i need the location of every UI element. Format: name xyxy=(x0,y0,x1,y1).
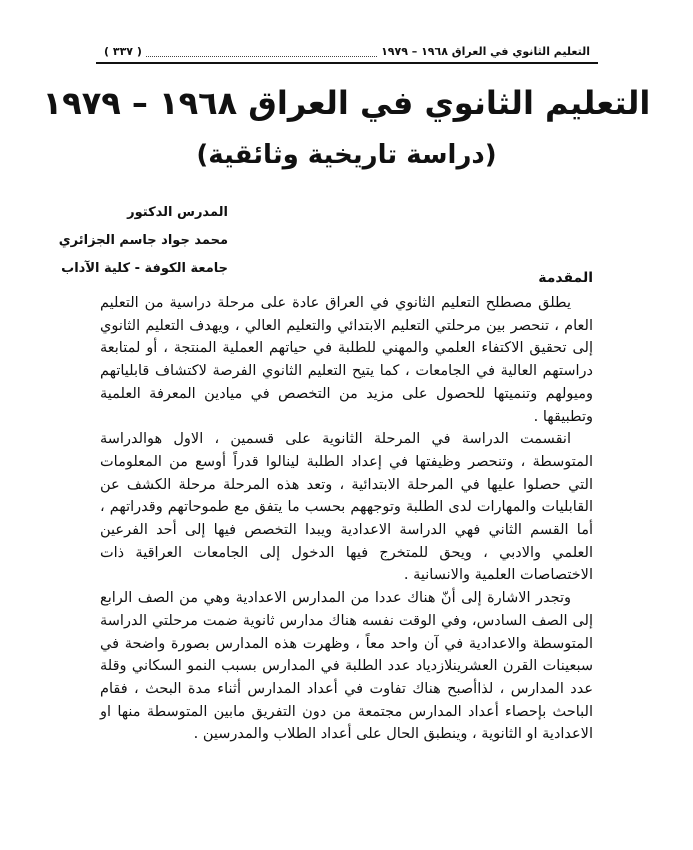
paragraph: وتجدر الاشارة إلى أنّ هناك عددا من المدارس الاعدادية وهي من الصف الرابع إلى الصف السادس، وفي الوقت نفسه هناك مدارس ثانوية ضمت مرحلتي الدراسة المتوسطة والاعدادية في آن واحد معاً ، وظهرت هذه المدارس بصورة واضحة في سبعينات القرن العشرينلازدياد عدد الطلبة في المدارس بسبب النمو السكاني وقلة عدد المدارس ، لذاأصبح هناك تفاوت في أعداد المدارس أثناء مدة البحث ، فقام الباحث بإحصاء أعداد المدارس مجتمعة من دون التفريق مابين المتوسطة منها او الاعدادية او الثانوية ، وينطبق الحال على أعداد الطلاب والمدرسين . xyxy=(100,590,593,743)
paragraph: يطلق مصطلح التعليم الثانوي في العراق عادة على مرحلة دراسية من التعليم العام ، تنحصر بين مرحلتي التعليم الابتدائي والتعليم العالي ، ويهدف التعليم الثانوي إلى تحقيق الاكتفاء العلمي والمهني للطلبة في حياتهم العملية المنتجة ، أو لمتابعة دراستهم العالية في الجامعات ، كما يتيح التعليم الثانوي الفرصة لاكتشاف قابلياتهم وميولهم وتنميتها للحصول على مزيد من التخصص في ميادين المعرفة العلمية وتطبيقها . xyxy=(100,295,593,425)
running-title: التعليم الثانوي في العراق ١٩٦٨ – ١٩٧٩ xyxy=(381,44,590,58)
author-rank: المدرس الدكتور xyxy=(127,205,228,220)
page-title: التعليم الثانوي في العراق ١٩٦٨ – ١٩٧٩ xyxy=(42,84,651,122)
page-number: ( ٣٣٧ ) xyxy=(104,44,142,58)
author-name: محمد جواد جاسم الجزائري xyxy=(58,233,228,248)
author-affiliation: جامعة الكوفة - كلية الآداب xyxy=(61,261,228,276)
running-header xyxy=(104,40,590,62)
section-heading: المقدمة xyxy=(538,270,593,286)
body-text xyxy=(100,292,593,746)
paragraph: انقسمت الدراسة في المرحلة الثانوية على قسمين ، الاول هوالدراسة المتوسطة ، وتنحصر وظيفتها في إعداد الطلبة لينالوا قدراً أوسع من المعلومات التي حصلوا عليها في المرحلة الابتدائية ، وتعد هذه المرحلة مرحلة الكشف عن القابليات والمهارات لدى الطلبة وتوجههم بحسب ما يتفق مع طموحاتهم وقدراتهم ، أما القسم الثاني فهي الدراسة الاعدادية ويبدا التخصص فيها إلى أحد الفرعين العلمي والادبي ، ويحق للمتخرج فيها الدخول إلى الجامعات العراقية ذات الاختصاصات العلمية والانسانية . xyxy=(100,431,593,584)
dotted-leader xyxy=(146,46,377,57)
page-subtitle: (دراسة تاريخية وثائقية) xyxy=(196,140,497,170)
header-rule xyxy=(96,62,598,64)
